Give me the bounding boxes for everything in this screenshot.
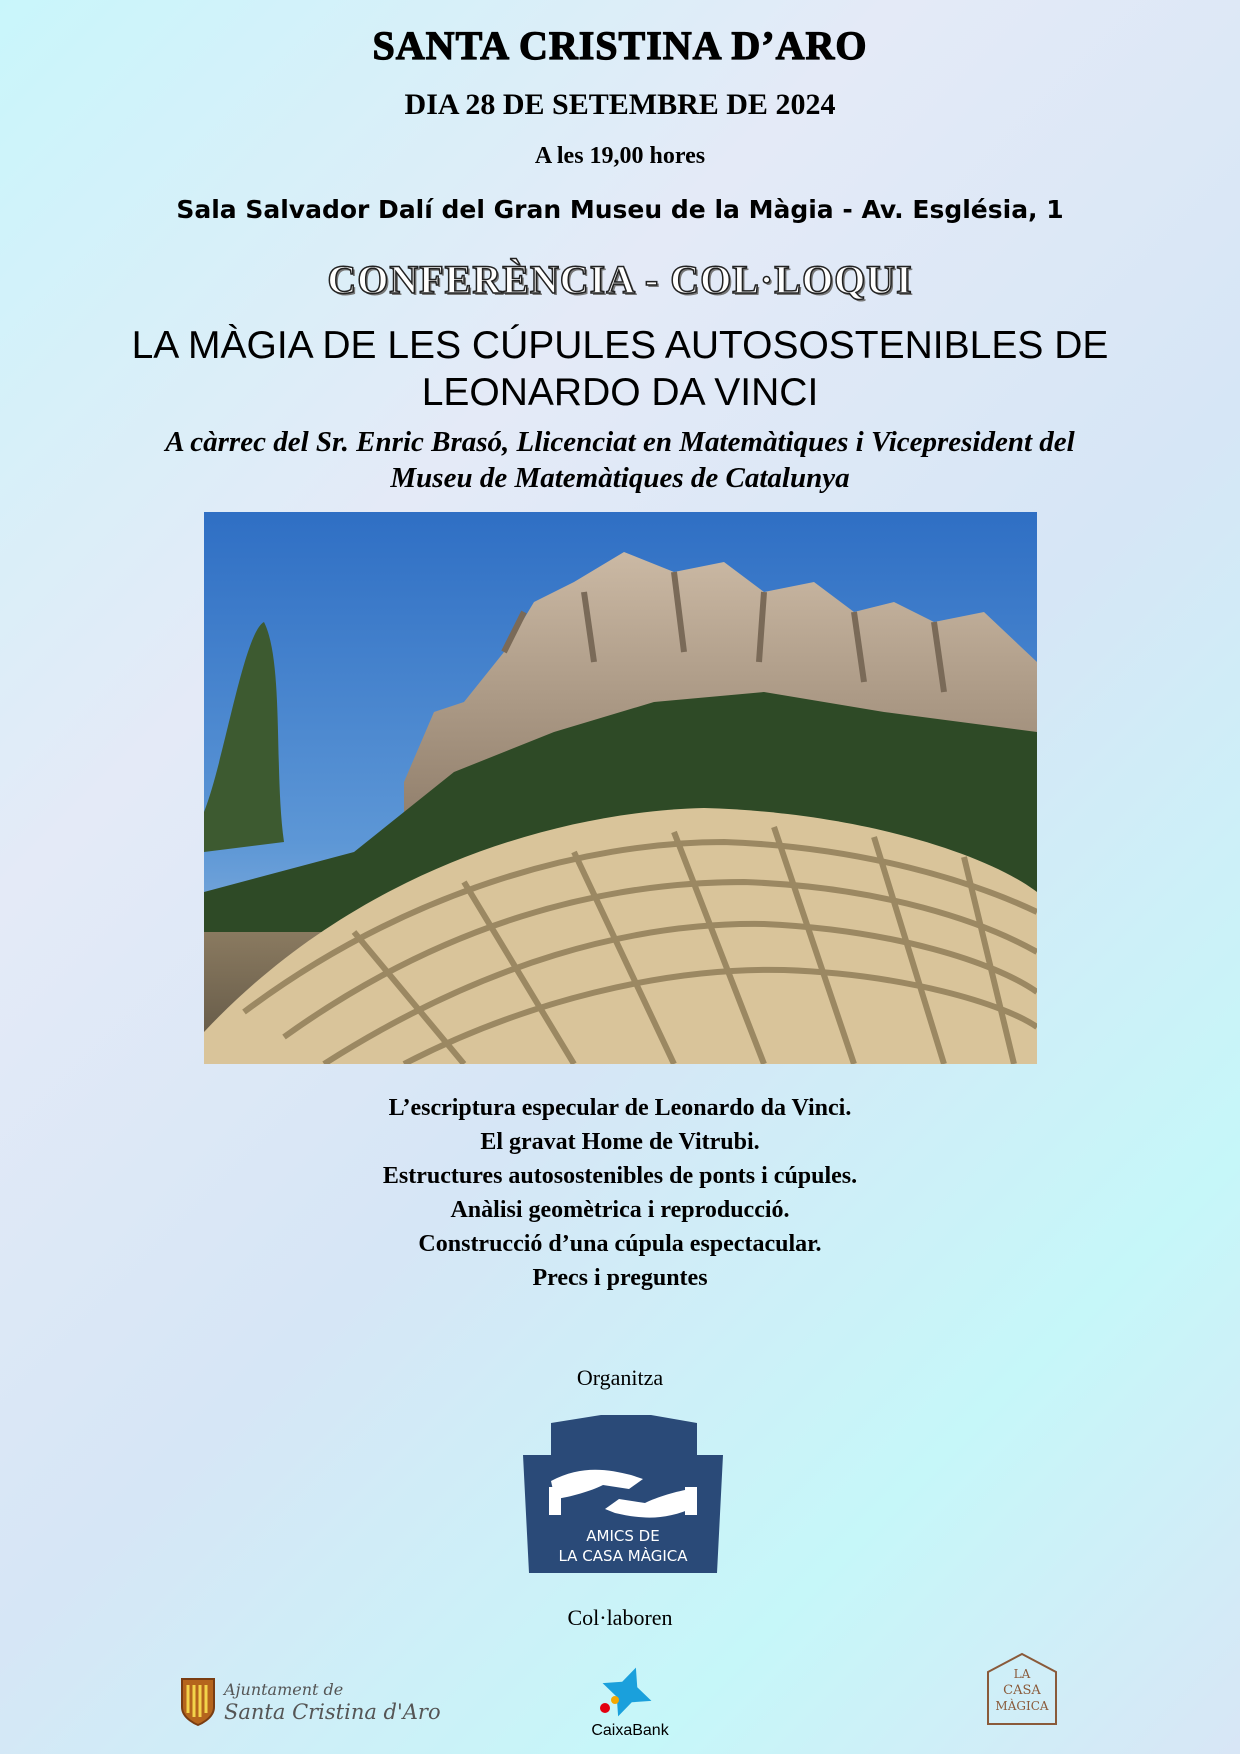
dome-photo — [204, 512, 1037, 1064]
casa-line: LA — [1013, 1667, 1031, 1681]
topic-item: Estructures autosostenibles de ponts i cúpules. — [382, 1163, 858, 1189]
event-time: A les 19,00 hores — [534, 143, 706, 169]
logo-line: AMICS DE — [586, 1527, 660, 1545]
amics-casa-magica-logo — [511, 1395, 735, 1581]
ajuntament-line2: Santa Cristina d'Aro — [224, 1700, 441, 1724]
topic-item: Construcció d’una cúpula espectacular. — [418, 1231, 822, 1257]
topic-item: L’escriptura especular de Leonardo da Vinci. — [388, 1095, 852, 1121]
caixabank-name: CaixaBank — [591, 1722, 669, 1739]
speaker-line: Museu de Matemàtiques de Catalunya — [390, 462, 850, 494]
event-type: CONFERÈNCIA - COL·LOQUI — [327, 257, 913, 302]
ajuntament-line1: Ajuntament de — [224, 1680, 344, 1699]
event-title — [0, 322, 1240, 416]
la-casa-magica-logo — [982, 1650, 1062, 1730]
organizer-label: Organitza — [576, 1365, 664, 1390]
event-date: DIA 28 DE SETEMBRE DE 2024 — [404, 88, 836, 121]
speaker-line: A càrrec del Sr. Enric Brasó, Llicenciat en Matemàtiques i Vicepresident del — [165, 426, 1075, 458]
speaker-info — [0, 424, 1240, 496]
caixabank-logo — [575, 1660, 685, 1740]
topic-item: El gravat Home de Vitrubi. — [480, 1129, 760, 1155]
event-title-line: LEONARDO DA VINCI — [421, 371, 819, 414]
ajuntament-logo — [180, 1675, 450, 1727]
topics-list — [0, 1091, 1240, 1295]
topic-item: Anàlisi geomètrica i reproducció. — [450, 1197, 790, 1223]
casa-line: CASA — [1003, 1683, 1041, 1698]
event-venue: Sala Salvador Dalí del Gran Museu de la Màgia - Av. Església, 1 — [176, 195, 1064, 224]
logo-line: LA CASA MÀGICA — [558, 1547, 688, 1565]
town-heading: SANTA CRISTINA D’ARO — [372, 23, 868, 68]
casa-line: MÀGICA — [995, 1699, 1049, 1713]
event-title-line: LA MÀGIA DE LES CÚPULES AUTOSOSTENIBLES DE — [131, 324, 1109, 367]
collaborators-label: Col·laboren — [567, 1605, 673, 1630]
topic-item: Precs i preguntes — [532, 1265, 708, 1291]
